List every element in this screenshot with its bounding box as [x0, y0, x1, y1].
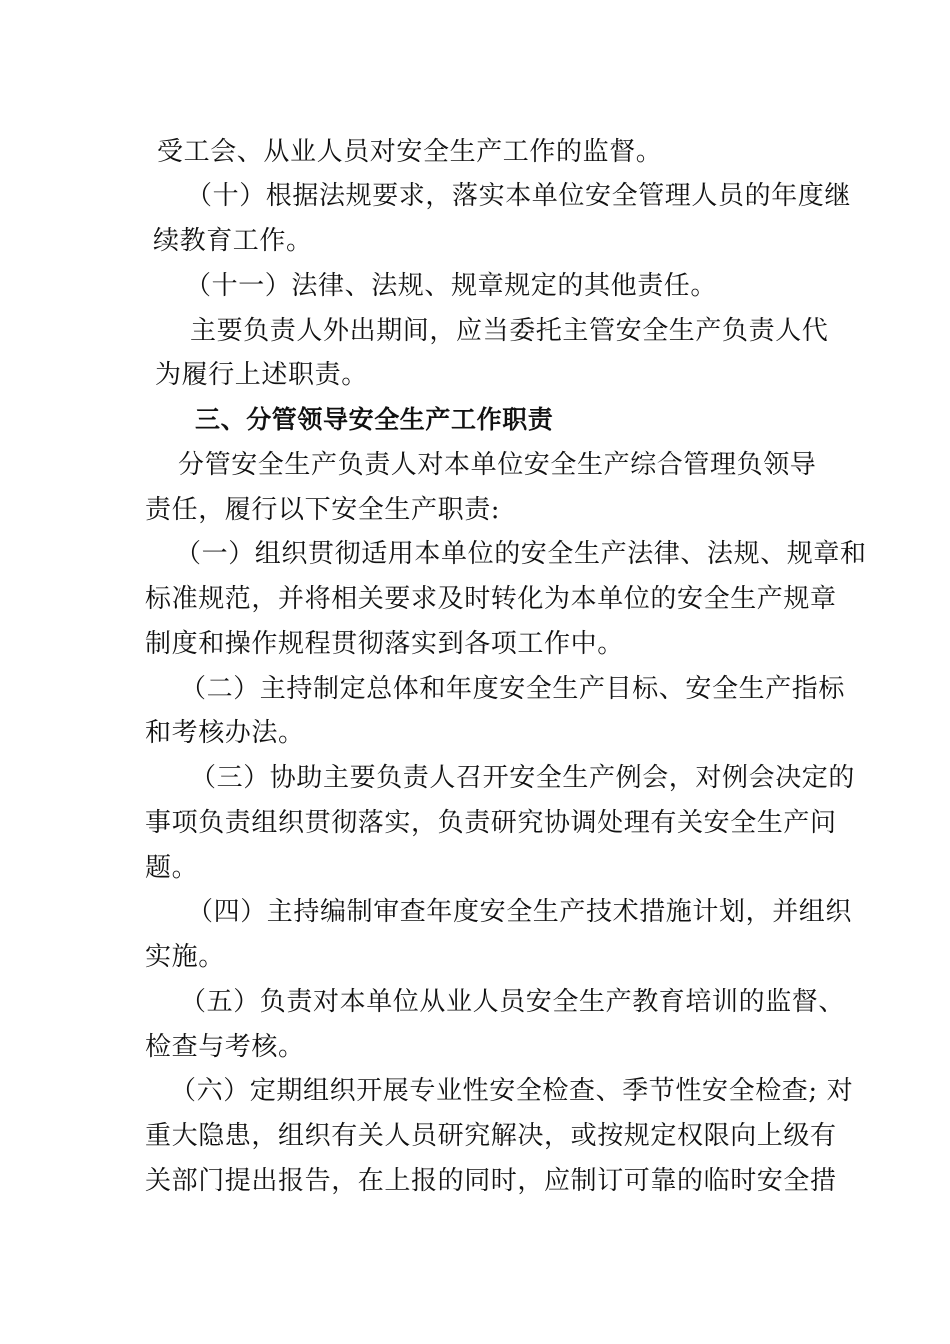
- text-line: 为履行上述职责。: [155, 360, 368, 390]
- text-line: 检查与考核。: [145, 1032, 305, 1062]
- text-line: （一）组织贯彻适用本单位的安全生产法律、法规、规章和: [175, 539, 867, 569]
- text-line: 和考核办法。: [145, 718, 305, 748]
- text-line: （十一）法律、法规、规章规定的其他责任。: [185, 271, 718, 301]
- text-line: （十）根据法规要求，落实本单位安全管理人员的年度继: [186, 181, 852, 211]
- text-line: 实施。: [145, 942, 225, 972]
- text-line: （三）协助主要负责人召开安全生产例会，对例会决定的: [190, 763, 856, 793]
- text-line: （二）主持制定总体和年度安全生产目标、安全生产指标: [180, 674, 846, 704]
- text-line: 续教育工作。: [153, 226, 313, 256]
- text-line: 关部门提出报告，在上报的同时，应制订可靠的临时安全措: [145, 1166, 837, 1196]
- text-line: 制度和操作规程贯彻落实到各项工作中。: [145, 629, 624, 659]
- text-line: 题。: [145, 853, 199, 883]
- text-line: 受工会、从业人员对安全生产工作的监督。: [157, 137, 663, 167]
- text-line: 重大隐患，组织有关人员研究解决，或按规定权限向上级有: [145, 1121, 837, 1151]
- text-line: 标准规范，并将相关要求及时转化为本单位的安全生产规章: [145, 584, 837, 614]
- text-line: 分管安全生产负责人对本单位安全生产综合管理负领导: [178, 450, 817, 480]
- text-line: （五）负责对本单位从业人员安全生产教育培训的监督、: [180, 987, 846, 1017]
- text-line: 责任，履行以下安全生产职责:: [145, 495, 501, 525]
- text-line: （四）主持编制审查年度安全生产技术措施计划，并组织: [187, 897, 853, 927]
- section-heading: 三、分管领导安全生产工作职责: [195, 405, 554, 434]
- text-line: 主要负责人外出期间，应当委托主管安全生产负责人代: [190, 316, 829, 346]
- text-line: （六）定期组织开展专业性安全检查、季节性安全检查; 对: [170, 1076, 854, 1106]
- text-line: 事项负责组织贯彻落实，负责研究协调处理有关安全生产问: [145, 808, 837, 838]
